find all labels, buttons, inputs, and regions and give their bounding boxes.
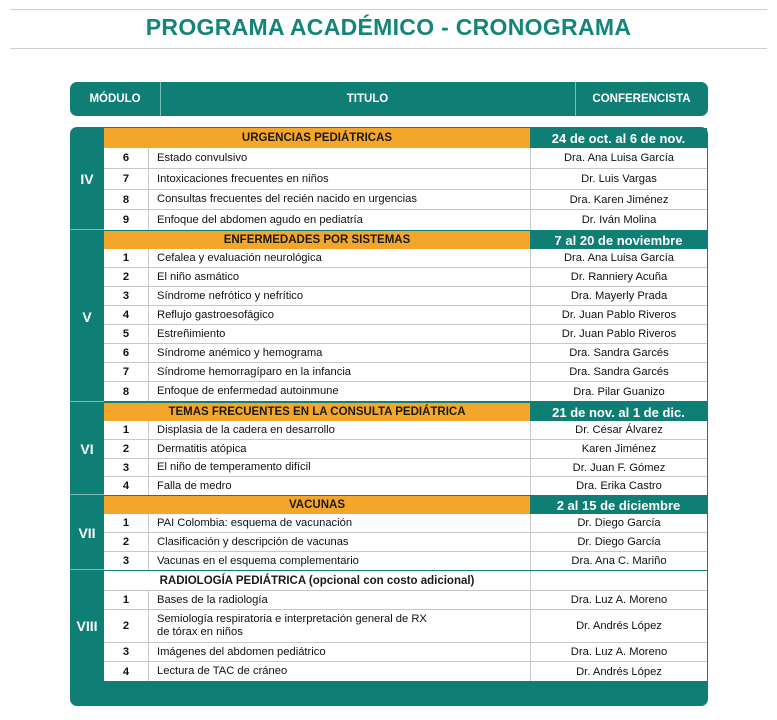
row-speaker: Dr. César Álvarez xyxy=(530,421,707,439)
section-bar xyxy=(104,496,707,514)
table-row xyxy=(104,249,707,268)
row-topic: Cefalea y evaluación neurológica xyxy=(148,249,530,267)
section-title: VACUNAS xyxy=(104,496,530,514)
row-topic: PAI Colombia: esquema de vacunación xyxy=(148,514,530,532)
row-speaker: Dr. Diego García xyxy=(530,514,707,532)
module-rows xyxy=(104,421,707,495)
table-row xyxy=(104,477,707,495)
row-number: 8 xyxy=(122,385,130,398)
table-row xyxy=(104,148,707,169)
module-label: VII xyxy=(78,525,96,541)
module-separator xyxy=(70,569,104,570)
row-speaker: Dra. Pilar Guanizo xyxy=(530,382,707,401)
row-number: 1 xyxy=(122,594,130,606)
page-title: PROGRAMA ACADÉMICO - CRONOGRAMA xyxy=(145,14,632,40)
module-label: VIII xyxy=(76,618,98,634)
section-bar xyxy=(104,231,707,249)
section-title: TEMAS FRECUENTES EN LA CONSULTA PEDIÁTRICA xyxy=(104,403,530,421)
module-separator xyxy=(70,229,104,230)
section-bar xyxy=(104,571,707,591)
module-label: V xyxy=(82,308,92,325)
table-row xyxy=(104,533,707,552)
row-number: 4 xyxy=(122,665,130,678)
row-number: 3 xyxy=(122,646,130,658)
table-row xyxy=(104,643,707,662)
row-number: 4 xyxy=(122,480,130,492)
module-label: IV xyxy=(80,171,94,187)
table-row xyxy=(104,169,707,190)
row-topic: Semiología respiratoria e interpretación general de RX de tórax en niños xyxy=(148,610,530,642)
row-number: 2 xyxy=(122,536,130,548)
module-rows xyxy=(104,148,707,230)
row-number: 3 xyxy=(122,290,130,302)
row-number: 9 xyxy=(122,214,130,226)
row-topic: El niño de temperamento difícil xyxy=(148,459,530,476)
table-row xyxy=(104,268,707,287)
table-header xyxy=(70,82,708,116)
title-underline xyxy=(10,48,767,49)
section-dates xyxy=(530,571,707,590)
table-row xyxy=(104,344,707,363)
table-row xyxy=(104,306,707,325)
table-row xyxy=(104,610,707,643)
row-topic: Clasificación y descripción de vacunas xyxy=(148,533,530,551)
row-speaker: Dra. Sandra Garcés xyxy=(530,344,707,362)
row-topic: Consultas frecuentes del recién nacido en urgencias xyxy=(148,190,530,209)
row-number: 8 xyxy=(122,193,130,206)
row-speaker: Dr. Andrés López xyxy=(530,610,707,642)
header-speaker: CONFERENCISTA xyxy=(592,93,691,105)
module-v xyxy=(70,231,708,402)
row-number: 1 xyxy=(122,252,130,264)
row-speaker: Dra. Mayerly Prada xyxy=(530,287,707,305)
section-bar xyxy=(104,128,707,148)
row-topic: Síndrome anémico y hemograma xyxy=(148,344,530,362)
section-dates: 2 al 15 de diciembre xyxy=(530,496,707,514)
row-topic: Enfoque del abdomen agudo en pediatría xyxy=(148,210,530,230)
table-row xyxy=(104,514,707,533)
table-row xyxy=(104,440,707,459)
row-speaker: Dr. Ranniery Acuña xyxy=(530,268,707,286)
module-rows xyxy=(104,514,707,570)
row-speaker: Karen Jiménez xyxy=(530,440,707,458)
row-speaker: Dr. Juan Pablo Riveros xyxy=(530,325,707,343)
row-number: 3 xyxy=(122,555,130,567)
row-topic: Estado convulsivo xyxy=(148,148,530,168)
row-topic: Dermatitis atópica xyxy=(148,440,530,458)
row-topic: Síndrome hemorragíparo en la infancia xyxy=(148,363,530,381)
table-row xyxy=(104,552,707,570)
module-separator xyxy=(70,494,104,495)
row-number: 4 xyxy=(122,309,130,321)
row-speaker: Dr. Juan F. Gómez xyxy=(530,459,707,476)
top-rule xyxy=(10,9,767,10)
section-dates: 24 de oct. al 6 de nov. xyxy=(530,128,707,148)
row-topic: Falla de medro xyxy=(148,477,530,495)
row-number: 1 xyxy=(122,517,130,529)
table-row xyxy=(104,190,707,210)
row-number: 6 xyxy=(122,152,130,164)
row-topic: Síndrome nefrótico y nefrítico xyxy=(148,287,530,305)
row-topic: Intoxicaciones frecuentes en niños xyxy=(148,169,530,189)
row-number: 5 xyxy=(122,328,130,340)
module-vi xyxy=(70,403,708,495)
header-module: MÓDULO xyxy=(89,93,141,105)
row-number: 2 xyxy=(122,620,130,632)
row-speaker: Dra. Sandra Garcés xyxy=(530,363,707,381)
row-number: 2 xyxy=(122,443,130,455)
module-separator xyxy=(70,401,104,402)
row-speaker: Dra. Luz A. Moreno xyxy=(530,643,707,661)
row-number: 2 xyxy=(122,271,130,283)
section-dates: 7 al 20 de noviembre xyxy=(530,231,707,249)
row-topic: Bases de la radiología xyxy=(148,591,530,609)
row-speaker: Dr. Andrés López xyxy=(530,662,707,681)
row-speaker: Dr. Diego García xyxy=(530,533,707,551)
table-row xyxy=(104,421,707,440)
module-iv xyxy=(70,128,708,230)
table-row xyxy=(104,363,707,382)
header-title: TITULO xyxy=(346,93,389,105)
row-topic: Imágenes del abdomen pediátrico xyxy=(148,643,530,661)
section-bar xyxy=(104,403,707,421)
row-speaker: Dra. Ana Luisa García xyxy=(530,148,707,168)
row-topic: Lectura de TAC de cráneo xyxy=(148,662,530,681)
module-vii xyxy=(70,496,708,570)
module-viii xyxy=(70,571,708,681)
row-topic: Enfoque de enfermedad autoinmune xyxy=(148,382,530,401)
section-title: ENFERMEDADES POR SISTEMAS xyxy=(104,231,530,249)
row-number: 6 xyxy=(122,347,130,359)
table-row xyxy=(104,382,707,401)
table-row xyxy=(104,459,707,477)
section-title: RADIOLOGÍA PEDIÁTRICA (opcional con costo adicional) xyxy=(104,571,530,590)
row-topic: Displasia de la cadera en desarrollo xyxy=(148,421,530,439)
module-rows xyxy=(104,249,707,401)
table-row xyxy=(104,210,707,230)
module-rows xyxy=(104,591,707,681)
row-number: 1 xyxy=(122,424,130,436)
row-speaker: Dra. Karen Jiménez xyxy=(530,190,707,209)
row-speaker: Dra. Ana Luisa García xyxy=(530,249,707,267)
section-dates: 21 de nov. al 1 de dic. xyxy=(530,403,707,421)
table-row xyxy=(104,287,707,306)
section-title: URGENCIAS PEDIÁTRICAS xyxy=(104,128,530,148)
module-label: VI xyxy=(80,441,94,457)
row-topic: Estreñimiento xyxy=(148,325,530,343)
table-row xyxy=(104,662,707,681)
row-number: 7 xyxy=(122,173,130,185)
row-speaker: Dra. Luz A. Moreno xyxy=(530,591,707,609)
row-topic: El niño asmático xyxy=(148,268,530,286)
table-row xyxy=(104,591,707,610)
row-number: 3 xyxy=(122,461,130,474)
table-row xyxy=(104,325,707,344)
row-speaker: Dr. Iván Molina xyxy=(530,210,707,230)
row-speaker: Dr. Juan Pablo Riveros xyxy=(530,306,707,324)
row-speaker: Dr. Luis Vargas xyxy=(530,169,707,189)
row-topic: Reflujo gastroesofágico xyxy=(148,306,530,324)
row-topic: Vacunas en el esquema complementario xyxy=(148,552,530,570)
row-speaker: Dra. Erika Castro xyxy=(530,477,707,495)
row-speaker: Dra. Ana C. Mariño xyxy=(530,552,707,570)
row-number: 7 xyxy=(122,366,130,378)
